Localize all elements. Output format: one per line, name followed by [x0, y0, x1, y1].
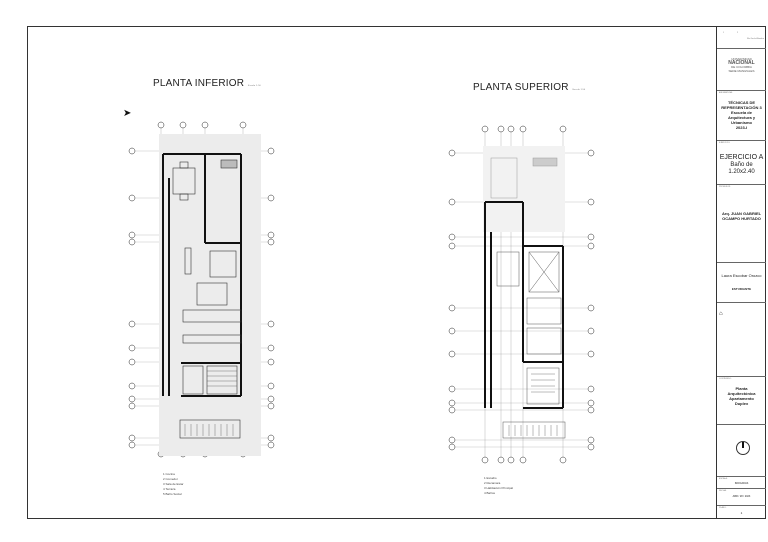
student-label: ESTUDIANTE — [731, 287, 752, 291]
course-row — [717, 90, 766, 140]
university-line: SEDE MANIZALES — [728, 69, 755, 73]
exercise-title: EJERCICIO A — [719, 154, 764, 161]
title-block — [716, 26, 766, 519]
plan-number-row — [717, 505, 766, 519]
scale-value: INDICADAS — [734, 482, 749, 485]
upper-floor-plan — [445, 122, 605, 472]
university-logo — [717, 57, 766, 73]
legend-item: 4 Baños — [484, 491, 496, 495]
exercise-sub-line: 1.20x2.40 — [728, 169, 755, 175]
upper-plan-scale: Escala 1:50 — [572, 89, 586, 91]
legend-item: 2 Comedor — [163, 477, 178, 481]
student-name: Laura Escobar Orozco — [721, 273, 762, 278]
legend-item: 1 Cocina — [163, 472, 175, 476]
upper-plan-title-text: PLANTA SUPERIOR — [473, 82, 569, 93]
legend-item: 1 Estudio — [484, 476, 497, 480]
lower-plan-scale: Escala 1:50 — [248, 85, 261, 87]
drawing-line: Planta — [735, 386, 748, 391]
compass-row — [717, 424, 766, 476]
professor-name — [717, 211, 766, 221]
drawing-title — [717, 386, 766, 406]
university-line: NACIONAL — [728, 60, 755, 66]
revision-label: Fila Fecha/Nombre — [747, 38, 765, 40]
university-line: UNIVERSIDAD — [731, 57, 752, 61]
revision-row — [717, 26, 766, 48]
revision-num: 1 — [723, 32, 725, 34]
course-line: 2023-I — [735, 125, 748, 130]
course-line: Escuela de — [731, 110, 752, 115]
plan-number-label: PLANO: — [719, 507, 727, 509]
exercise-label: EJERCICIO: — [719, 142, 731, 144]
date-row — [717, 488, 766, 505]
university-row — [717, 48, 766, 90]
exercise-sub-line: Baño de — [730, 162, 753, 168]
home-icon: ⌂ — [719, 311, 723, 317]
date-value: ABR / 28 / 2023 — [732, 495, 751, 498]
course-line: Arquitectura y — [727, 115, 756, 120]
upper-plan-legend — [484, 476, 513, 496]
plan-number-value: 1 — [740, 511, 743, 515]
course-text — [717, 100, 766, 130]
professor-label: PROFESOR: — [719, 186, 731, 188]
upper-plan-title — [473, 82, 585, 93]
legend-item: 3 Sala de Estar — [163, 482, 184, 486]
revision-num: 2 — [737, 32, 739, 34]
legend-item: 2 Recamara — [484, 481, 501, 485]
legend-item: 5 Baño Social — [163, 492, 182, 496]
lower-plan-title-text: PLANTA INFERIOR — [153, 78, 245, 89]
drawing-line: Apartamento — [729, 396, 754, 401]
drawing-row — [717, 376, 766, 424]
course-line: REPRESENTACIÓN 3 — [721, 105, 762, 110]
professor-row — [717, 184, 766, 262]
lower-plan-title — [153, 78, 261, 89]
exercise-subtitle — [717, 162, 766, 176]
course-line: Urbanismo — [731, 120, 752, 125]
logo-row — [717, 302, 766, 376]
exercise-row — [717, 140, 766, 184]
lower-plan-legend — [163, 472, 184, 497]
professor-line: Arq. JUAN GABRIEL — [721, 211, 762, 216]
drawing-label: CONTENIDO: — [719, 378, 732, 380]
north-arrow-icon: ➤ — [123, 108, 132, 119]
professor-line: OCAMPO HURTADO — [722, 216, 761, 221]
university-line: DE COLOMBIA — [731, 65, 752, 69]
legend-item: 3 Habitación Principal — [484, 486, 514, 490]
lower-floor-plan — [125, 118, 280, 468]
drawing-line: Duplex — [734, 401, 749, 406]
student-row — [717, 262, 766, 302]
legend-item: 4 Terraza — [163, 487, 176, 491]
compass-icon — [736, 441, 750, 455]
course-label: ASIGNATURA: — [719, 92, 733, 94]
scale-label: ESCALA: — [719, 478, 728, 480]
date-label: FECHA: — [719, 490, 727, 492]
course-line: TÉCNICAS DE — [727, 100, 756, 105]
drawing-line: Arquitectónica — [727, 391, 756, 396]
scale-row — [717, 476, 766, 488]
